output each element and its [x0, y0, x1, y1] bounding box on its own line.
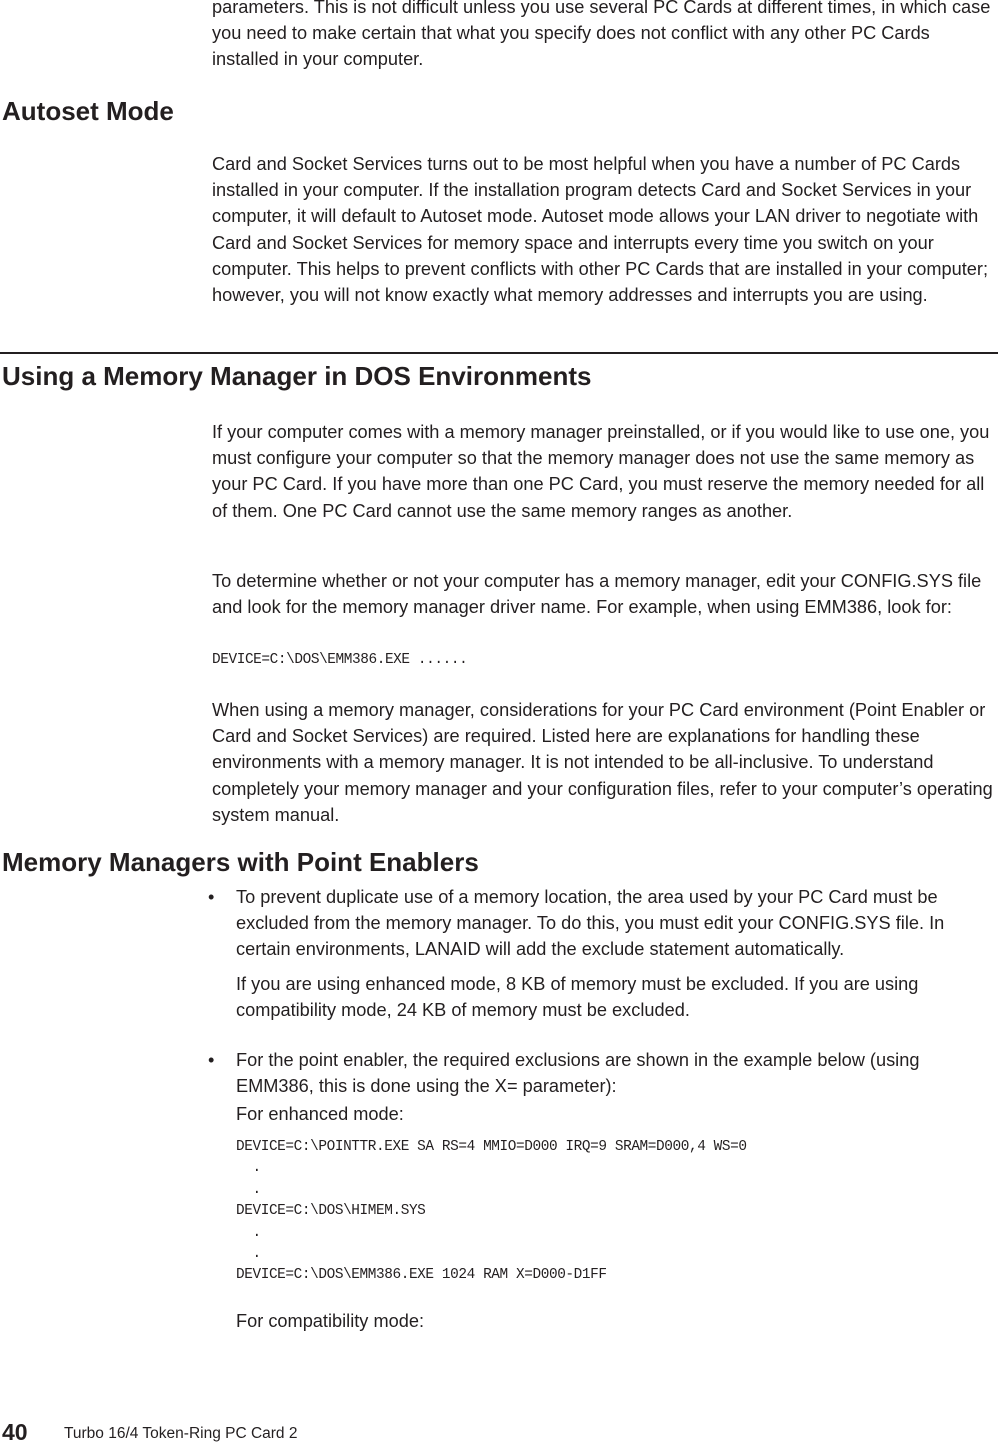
- compatibility-mode-label: For compatibility mode:: [236, 1311, 425, 1331]
- section-divider: [0, 352, 998, 354]
- autoset-paragraph: Card and Socket Services turns out to be most helpful when you have a number of PC Cards installed in your computer. If the installation program detects Card and Socket Services in your computer, it will default to Autoset mode. Autoset mode allows your LAN driver to negotiate with Card and Socket Services for memory space and interrupts every time you switch on your computer. This helps to prevent conflicts with other PC Cards that are installed in your computer; however, you will not know exactly what memory addresses and interrupts you are using.: [212, 154, 989, 306]
- emm386-code-example: DEVICE=C:\DOS\EMM386.EXE ......: [212, 652, 468, 668]
- bullet-item-point-enabler: [208, 1047, 996, 1099]
- point-enablers-heading: Memory Managers with Point Enablers: [2, 847, 479, 877]
- memory-manager-paragraph-3: When using a memory manager, considerations for your PC Card environment (Point Enabler or Card and Socket Services) are required. Listed here are explanations for handling these environments with a memory manager. It is not intended to be all-inclusive. To understand completely your memory manager and your configuration files, refer to your computer’s operating system manual.: [212, 700, 993, 825]
- bullet-followup-text: If you are using enhanced mode, 8 KB of memory must be excluded. If you are using compatibility mode, 24 KB of memory must be excluded.: [236, 973, 919, 1020]
- bullet-icon: •: [208, 1050, 215, 1070]
- memory-manager-paragraph-2: To determine whether or not your computer has a memory manager, edit your CONFIG.SYS file and look for the memory manager driver name. For example, when using EMM386, look for:: [212, 571, 982, 618]
- enhanced-mode-label: For enhanced mode:: [236, 1104, 404, 1124]
- bullet-item-exclusion: [208, 884, 996, 1023]
- bullet-icon: •: [208, 887, 215, 907]
- intro-paragraph: parameters. This is not difficult unless you use several PC Cards at different times, in which case you need to make certain that what you specify does not conflict with any other PC Cards installed in your computer.: [212, 0, 991, 70]
- bullet-text: For the point enabler, the required exclusions are shown in the example below (using EMM386, this is done using the X= parameter):: [236, 1050, 920, 1097]
- footer-document-title: Turbo 16/4 Token-Ring PC Card 2: [64, 1425, 298, 1442]
- bullet-text: To prevent duplicate use of a memory location, the area used by your PC Card must be excluded from the memory manager. To do this, you must edit your CONFIG.SYS file. In certain environments, LANAID will add the exclude statement automatically.: [236, 887, 945, 960]
- enhanced-mode-code: DEVICE=C:\POINTTR.EXE SA RS=4 MMIO=D000 IRQ=9 SRAM=D000,4 WS=0 . . DEVICE=C:\DOS\HIMEM.SYS . . DEVICE=C:\DOS\EMM386.EXE 1024 RAM X=D000-D1FF: [236, 1139, 747, 1284]
- page-number: 40: [2, 1419, 28, 1445]
- memory-manager-paragraph-1: If your computer comes with a memory manager preinstalled, or if you would like to use one, you must configure your computer so that the memory manager does not use the same memory as your PC Card. If you have more than one PC Card, you must reserve the memory needed for all of them. One PC Card cannot use the same memory ranges as another.: [212, 422, 990, 521]
- autoset-mode-heading: Autoset Mode: [2, 96, 174, 126]
- memory-manager-heading: Using a Memory Manager in DOS Environments: [2, 361, 592, 391]
